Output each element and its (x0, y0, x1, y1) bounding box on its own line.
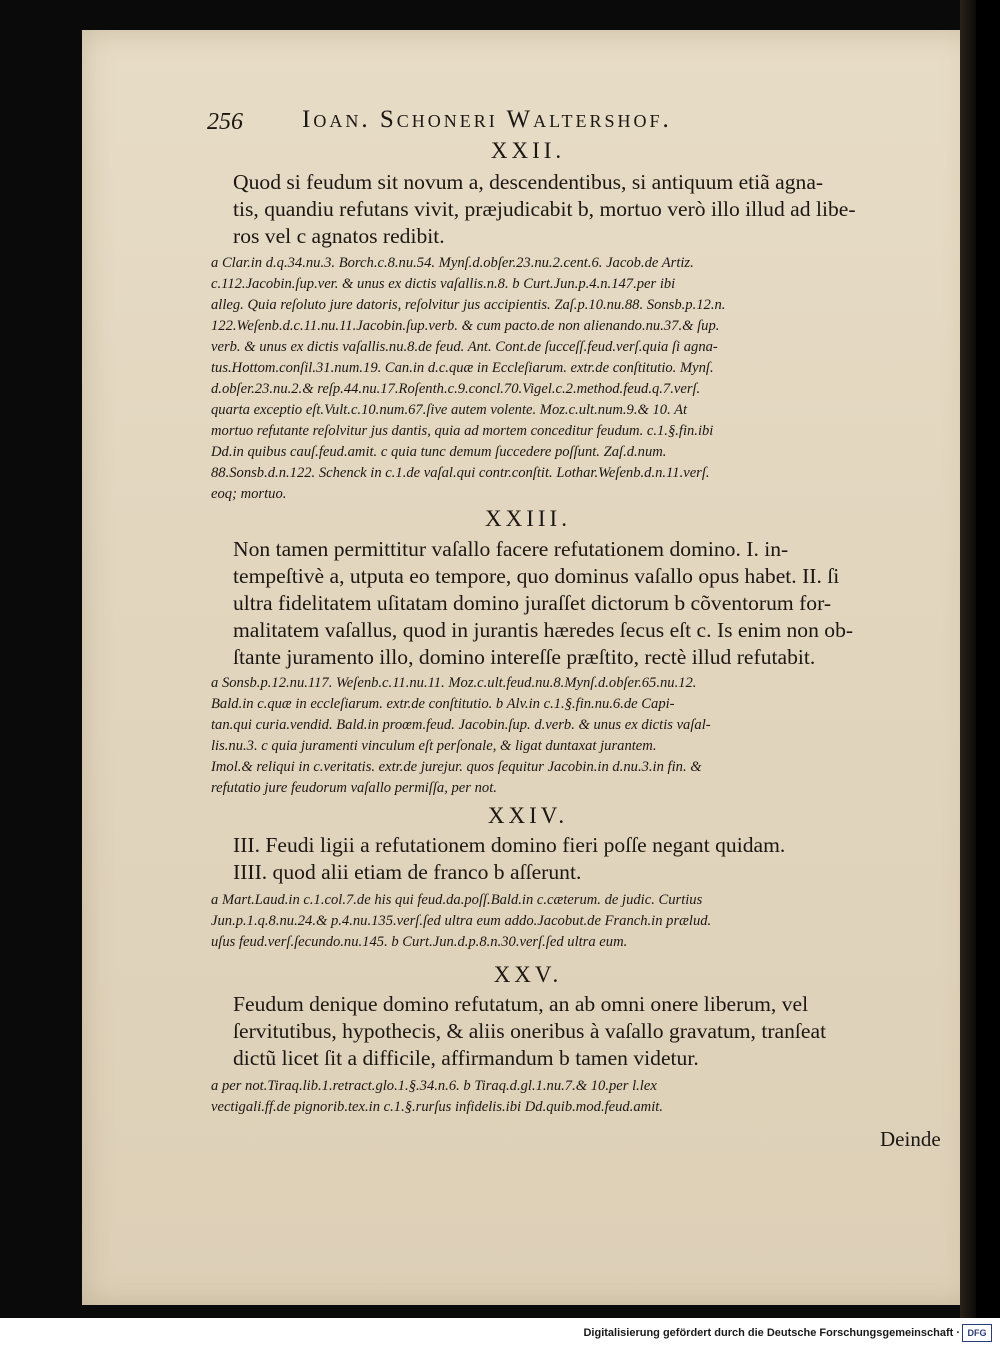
note-line: 122.Weſenb.d.c.11.nu.11.Jacobin.ſup.verb. & cum pacto.de non alienando.nu.37.& ſup. (211, 318, 720, 334)
text-line: tempeſtivè a, utputa eo tempore, quo dominus vaſallo opus habet. II. ſi (233, 564, 840, 588)
note-line: uſus feud.verſ.ſecundo.nu.145. b Curt.Jun.d.p.8.n.30.verſ.ſed ultra eum. (211, 934, 628, 950)
text-line: ſervitutibus, hypothecis, & aliis oneribus à vaſallo gravatum, tranſeat (233, 1019, 827, 1043)
note-line: d.obſer.23.nu.2.& reſp.44.nu.17.Roſenth.c.9.concl.70.Vigel.c.2.method.feud.q.7.verſ. (211, 381, 701, 397)
note-line: a Clar.in d.q.34.nu.3. Borch.c.8.nu.54. Mynſ.d.obſer.23.nu.2.cent.6. Jacob.de Artiz. (211, 255, 694, 271)
book-page (82, 30, 974, 1305)
note-line: tus.Hottom.conſil.31.num.19. Can.in d.c.quæ in Eccleſiarum. extr.de conſtitutio. Mynſ. (211, 360, 714, 376)
section-numeral-xxii: XXII. (490, 138, 566, 163)
note-line: alleg. Quia reſoluto jure datoris, reſolvitur jus accipientis. Zaſ.p.10.nu.88. Sonsb.p.12.n. (211, 297, 726, 313)
text-line: ultra fidelitatem uſitatam domino juraſſet dictorum b cõventorum for- (233, 591, 832, 615)
note-line: mortuo refutante reſolvitur jus dantis, quia ad mortem conceditur feudum. c.1.§.fin.ibi (211, 423, 714, 439)
note-line: Dd.in quibus cauſ.feud.amit. c quia tunc demum ſuccedere poſſunt. Zaſ.d.num. (211, 444, 667, 460)
dfg-logo-icon[interactable]: DFG (962, 1324, 992, 1342)
footer-credit: Digitalisierung gefördert durch die Deutsche Forschungsgemeinschaft · (583, 1327, 960, 1339)
text-line: ſtante juramento illo, domino intereſſe præſtito, rectè illud refutabit. (233, 645, 816, 669)
note-line: lis.nu.3. c quia juramenti vinculum eſt perſonale, & ligat duntaxat jurantem. (211, 738, 657, 754)
section-numeral-xxiv: XXIV. (487, 803, 569, 828)
text-line: IIII. quod alii etiam de franco b aſſerunt. (233, 860, 582, 884)
note-line: eoq; mortuo. (211, 486, 287, 502)
text-line: dictũ licet ſit a difficile, affirmandum b tamen videtur. (233, 1046, 699, 1070)
note-line: Imol.& reliqui in c.veritatis. extr.de jurejur. quos ſequitur Jacobin.in d.nu.3.in fin. & (211, 759, 702, 775)
scan-edge (976, 0, 1000, 1318)
note-line: c.112.Jacobin.ſup.ver. & unus ex dictis vaſallis.n.8. b Curt.Jun.p.4.n.147.per ibi (211, 276, 676, 292)
note-line: Bald.in c.quæ in eccleſiarum. extr.de conſtitutio. b Alv.in c.1.§.fin.nu.6.de Capi- (211, 696, 675, 712)
footer-bar (0, 1318, 1000, 1349)
section-numeral-xxiii: XXIII. (485, 506, 571, 531)
text-line: Feudum denique domino refutatum, an ab omni onere liberum, vel (233, 992, 809, 1016)
note-line: Jun.p.1.q.8.nu.24.& p.4.nu.135.verſ.ſed ultra eum addo.Jacobut.de Franch.in prælud. (211, 913, 712, 929)
note-line: refutatio jure feudorum vaſallo permiſſa, per not. (211, 780, 497, 796)
book-spine (960, 0, 976, 1318)
text-line: III. Feudi ligii a refutationem domino fieri poſſe negant quidam. (233, 833, 786, 857)
note-line: 88.Sonsb.d.n.122. Schenck in c.1.de vaſal.qui contr.conſtit. Lothar.Weſenb.d.n.11.verſ. (211, 465, 710, 481)
note-line: tan.qui curia.vendid. Bald.in proœm.feud. Jacobin.ſup. d.verb. & unus ex dictis vaſal- (211, 717, 711, 733)
page-number: 256 (207, 109, 243, 135)
note-line: a Mart.Laud.in c.1.col.7.de his qui feud.da.poſſ.Bald.in c.cæterum. de judic. Curtius (211, 892, 703, 908)
note-line: quarta exceptio eſt.Vult.c.10.num.67.ſive autem volente. Moz.c.ult.num.9.& 10. At (211, 402, 688, 418)
running-head: Ioan. Schoneri Waltershof. (302, 106, 672, 133)
text-line: tis, quandiu refutans vivit, præjudicabit b, mortuo verò illo illud ad libe- (233, 197, 856, 221)
note-line: verb. & unus ex dictis vaſallis.nu.8.de feud. Ant. Cont.de ſucceſſ.feud.verſ.quia ſi agna- (211, 339, 718, 355)
section-numeral-xxv: XXV. (493, 962, 563, 987)
note-line: a per not.Tiraq.lib.1.retract.glo.1.§.34.n.6. b Tiraq.d.gl.1.nu.7.& 10.per l.lex (211, 1078, 657, 1094)
text-line: Non tamen permittitur vaſallo facere refutationem domino. I. in- (233, 537, 789, 561)
text-line: ros vel c agnatos redibit. (233, 224, 445, 248)
text-line: Quod si feudum sit novum a, descendentibus, si antiquum etiã agna- (233, 170, 824, 194)
text-line: malitatem vaſallus, quod in jurantis hæredes ſecus eſt c. Is enim non ob- (233, 618, 854, 642)
note-line: a Sonsb.p.12.nu.117. Weſenb.c.11.nu.11. Moz.c.ult.feud.nu.8.Mynſ.d.obſer.65.nu.12. (211, 675, 697, 691)
note-line: vectigali.ff.de pignorib.tex.in c.1.§.rurſus infidelis.ibi Dd.quib.mod.feud.amit. (211, 1099, 663, 1115)
catchword: Deinde (880, 1127, 941, 1151)
